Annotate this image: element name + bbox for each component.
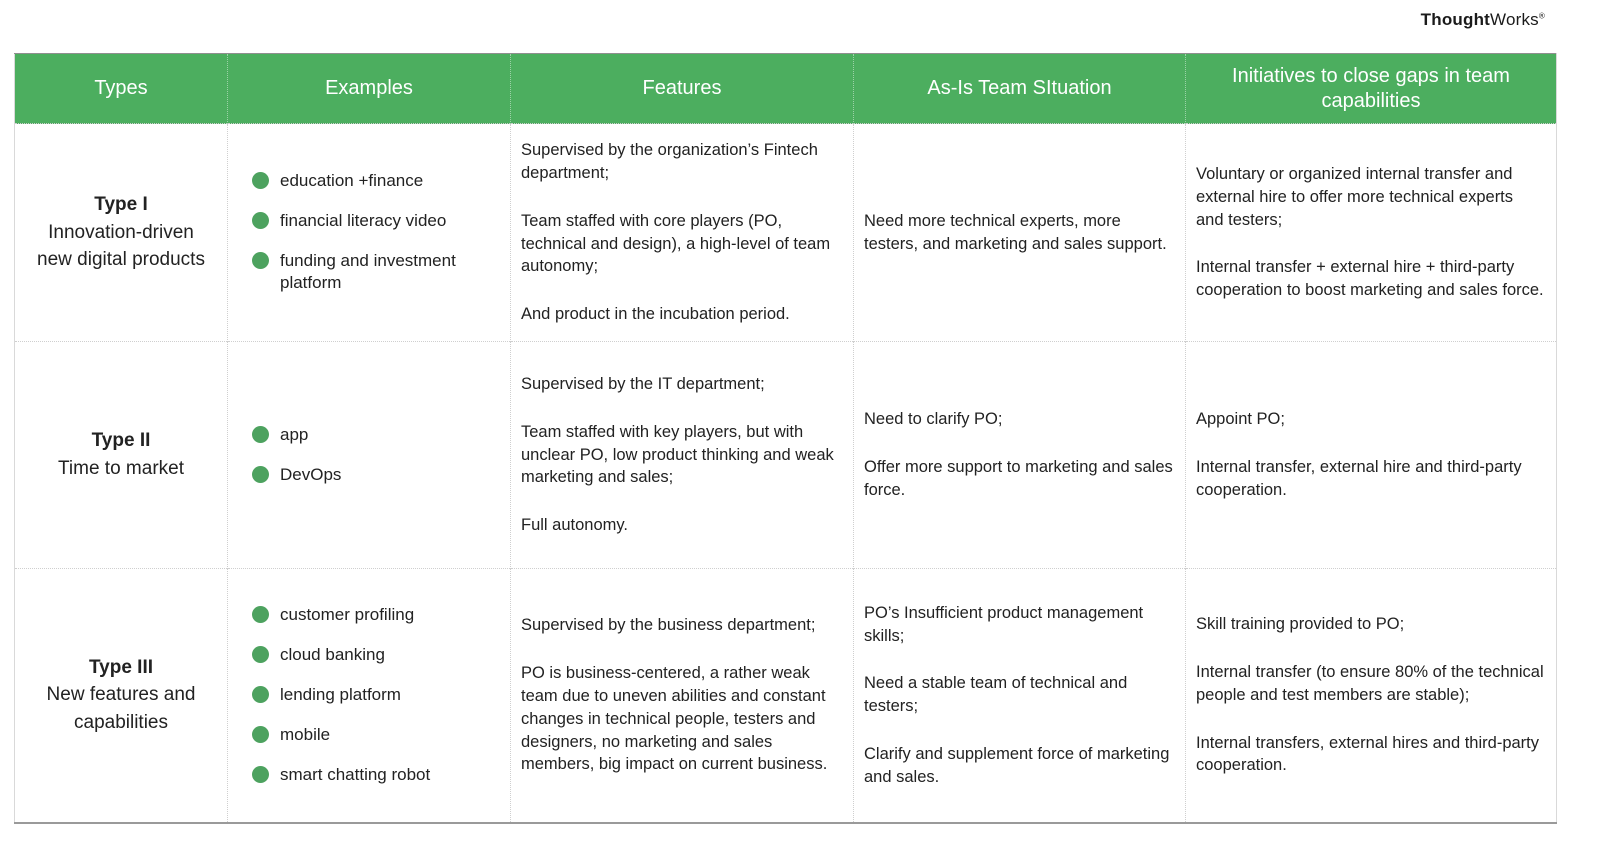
- type-title: Type I: [94, 194, 148, 216]
- features-cell: [511, 569, 854, 823]
- features-cell-paragraph: And product in the incubation period.: [521, 305, 790, 324]
- type-subtitle: Time to market: [58, 458, 184, 479]
- examples-cell: [228, 569, 511, 823]
- as-is-team-situation-cell-paragraph: Clarify and supplement force of marketing and sales.: [864, 745, 1170, 786]
- header-features: Features: [511, 54, 854, 124]
- features-cell-paragraph: PO is business-centered, a rather weak team due to uneven abilities and constant changes in technical people, testers and designers, no marketing and sales members, big impact on current business.: [521, 664, 828, 774]
- initiatives-cell-paragraph: Internal transfer (to ensure 80% of the technical people and test members are stable);: [1196, 663, 1544, 704]
- types-cell: [15, 569, 228, 823]
- example-item: [252, 684, 498, 707]
- initiatives-cell-paragraph: Appoint PO;: [1196, 410, 1285, 429]
- example-label: DevOps: [280, 464, 342, 484]
- bullet-icon: [252, 726, 269, 743]
- header-examples: Examples: [228, 54, 511, 124]
- example-item: [252, 210, 498, 233]
- as-is-team-situation-cell-paragraph: PO’s Insufficient product management skills;: [864, 603, 1144, 645]
- example-label: financial literacy video: [280, 210, 447, 230]
- as-is-team-situation-cell: [854, 569, 1186, 823]
- initiatives-cell-paragraph: Skill training provided to PO;: [1196, 615, 1405, 634]
- as-is-team-situation-cell-paragraph: Need to clarify PO;: [864, 410, 1003, 429]
- table-row: [15, 342, 1557, 569]
- features-cell-paragraph: Supervised by the organization’s Fintech department;: [521, 141, 818, 182]
- examples-list: [252, 424, 498, 487]
- logo-regular-part: Works: [1490, 10, 1539, 29]
- bullet-icon: [252, 606, 269, 623]
- header-initiatives: Initiatives to close gaps in team capabilities: [1186, 54, 1557, 124]
- initiatives-cell-paragraph: Internal transfers, external hires and third-party cooperation.: [1196, 733, 1539, 775]
- example-label: education +finance: [280, 170, 424, 190]
- bullet-icon: [252, 212, 269, 229]
- table-row: [15, 124, 1557, 342]
- features-cell-paragraph: Supervised by the IT department;: [521, 375, 765, 394]
- example-label: app: [280, 424, 309, 444]
- example-item: [252, 250, 498, 296]
- header-as-is-team-situation: As-Is Team SItuation: [854, 54, 1186, 124]
- table-header-row: [15, 54, 1557, 124]
- capability-gap-table: [14, 53, 1557, 824]
- bullet-icon: [252, 426, 269, 443]
- example-label: cloud banking: [280, 644, 385, 664]
- example-item: [252, 604, 498, 627]
- bullet-icon: [252, 766, 269, 783]
- types-cell: [15, 342, 228, 569]
- bullet-icon: [252, 252, 269, 269]
- initiatives-cell: [1186, 569, 1557, 823]
- example-item: [252, 724, 498, 747]
- initiatives-cell-paragraph: Internal transfer + external hire + third-party cooperation to boost marketing and sales force.: [1196, 258, 1544, 300]
- example-label: lending platform: [280, 684, 401, 704]
- features-cell-paragraph: Team staffed with core players (PO, technical and design), a high-level of team autonomy;: [521, 211, 831, 276]
- registered-mark: ®: [1538, 11, 1545, 21]
- examples-list: [252, 170, 498, 296]
- table-body: [15, 124, 1557, 823]
- type-title: Type III: [88, 656, 154, 678]
- logo-bold-part: Thought: [1420, 10, 1491, 29]
- bullet-icon: [252, 466, 269, 483]
- example-label: funding and investment platform: [280, 250, 456, 293]
- features-cell: [511, 124, 854, 342]
- example-label: smart chatting robot: [280, 764, 431, 784]
- bullet-icon: [252, 172, 269, 189]
- initiatives-cell-paragraph: Voluntary or organized internal transfer and external hire to offer more technical experts and testers;: [1196, 165, 1514, 229]
- initiatives-cell-paragraph: Internal transfer, external hire and third-party cooperation.: [1196, 458, 1522, 499]
- examples-list: [252, 604, 498, 787]
- as-is-team-situation-cell-paragraph: Need more technical experts, more testers, and marketing and sales support.: [864, 211, 1167, 253]
- examples-cell: [228, 124, 511, 342]
- features-cell-paragraph: Supervised by the business department;: [521, 616, 816, 635]
- as-is-team-situation-cell-paragraph: Need a stable team of technical and testers;: [864, 674, 1128, 716]
- type-subtitle: Innovation-driven new digital products: [37, 221, 205, 271]
- as-is-team-situation-cell: [854, 124, 1186, 342]
- features-cell-paragraph: Full autonomy.: [521, 516, 628, 535]
- bullet-icon: [252, 686, 269, 703]
- type-title: Type II: [91, 430, 151, 452]
- example-label: mobile: [280, 724, 331, 744]
- example-item: [252, 464, 498, 487]
- example-item: [252, 644, 498, 667]
- bullet-icon: [252, 646, 269, 663]
- as-is-team-situation-cell-paragraph: Offer more support to marketing and sales force.: [864, 458, 1173, 499]
- example-item: [252, 170, 498, 193]
- example-label: customer profiling: [280, 604, 415, 624]
- example-item: [252, 764, 498, 787]
- features-cell-paragraph: Team staffed with key players, but with unclear PO, low product thinking and weak marketing and sales;: [521, 422, 834, 487]
- examples-cell: [228, 342, 511, 569]
- features-cell: [511, 342, 854, 569]
- example-item: [252, 424, 498, 447]
- table-row: [15, 569, 1557, 823]
- thoughtworks-logo: [1421, 10, 1545, 30]
- header-types: Types: [15, 54, 228, 124]
- initiatives-cell: [1186, 342, 1557, 569]
- as-is-team-situation-cell: [854, 342, 1186, 569]
- types-cell: [15, 124, 228, 342]
- initiatives-cell: [1186, 124, 1557, 342]
- type-subtitle: New features and capabilities: [46, 684, 196, 734]
